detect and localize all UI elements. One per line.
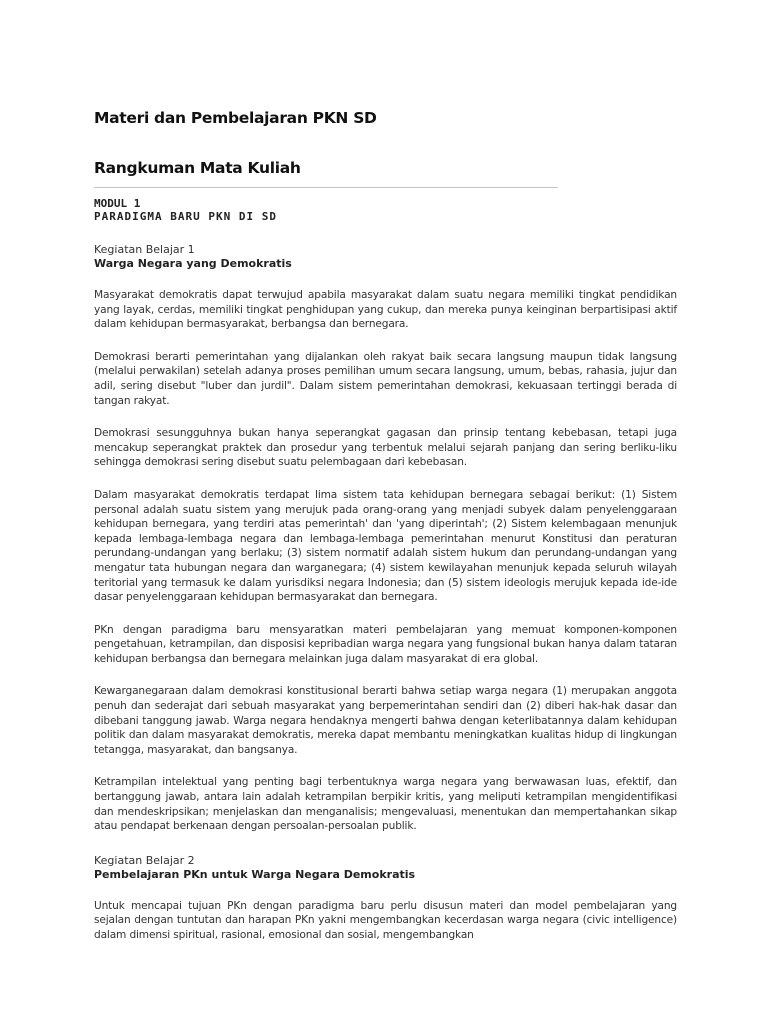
module-number: MODUL 1 <box>94 197 141 210</box>
paragraph: Masyarakat demokratis dapat terwujud apabila masyarakat dalam suatu negara memiliki tingkat pendidikan yang layak, cerdas, memiliki tingkat penghidupan yang cukup, dan mereka punya keinginan berpartisipasi aktif dalam kehidupan bermasyarakat, berbangsa dan bernegara. <box>94 289 677 331</box>
horizontal-divider <box>94 187 558 188</box>
document-title: Materi dan Pembelajaran PKN SD <box>94 109 377 127</box>
paragraph: Demokrasi sesungguhnya bukan hanya seperangkat gagasan dan prinsip tentang kebebasan, tetapi juga mencakup seperangkat praktek dan prosedur yang terbentuk melalui sejarah panjang dan sering berliku-liku sehingga demokrasi sering disebut suatu pelembagaan dari kebebasan. <box>94 427 677 469</box>
paragraph: PKn dengan paradigma baru mensyaratkan materi pembelajaran yang memuat komponen-komponen pengetahuan, ketrampilan, dan disposisi kepribadian warga negara yang fungsional bukan hanya dalam tataran kehidupan berbangsa dan bernegara melainkan juga dalam masyarakat di era global. <box>94 623 677 665</box>
section-heading: Warga Negara yang Demokratis <box>94 257 292 270</box>
paragraph: Dalam masyarakat demokratis terdapat lima sistem tata kehidupan bernegara sebagai berikut: (1) Sistem personal adalah suatu sistem yang merujuk pada orang-orang yang menjadi subyek dalam penyelenggaraan kehidupan bernegara, yang terdiri atas pemerintah' dan 'yang diperintah'; (2) Sistem kelembagaan menunjuk kepada lembaga-lembaga negara dan lembaga-lembaga pemerintahan menurut Konstitusi dan peraturan perundang-undangan yang berlaku; (3) sistem normatif adalah sistem hukum dan perundang-undangan yang mengatur tata hubungan negara dan warganegara; (4) sistem kewilayahan menunjuk kepada seluruh wilayah teritorial yang termasuk ke dalam yurisdiksi negara Indonesia; dan (5) sistem ideologis merujuk kepada ide-ide dasar penyelenggaraan kehidupan bermasyarakat dan bernegara. <box>94 488 677 604</box>
paragraph: Kewarganegaraan dalam demokrasi konstitusional berarti bahwa setiap warga negara (1) merupakan anggota penuh dan sederajat dari sebuah masyarakat yang berpemerintahan sendiri dan (2) diberi hak-hak dasar dan dibebani tanggung jawab. Warga negara hendaknya mengerti bahwa dengan keterlibatannya dalam kehidupan politik dan dalam masyarakat demokratis, mereka dapat membantu meningkatkan kualitas hidup di lingkungan tetangga, masyarakat, dan bangsanya. <box>94 685 677 756</box>
paragraph: Demokrasi berarti pemerintahan yang dijalankan oleh rakyat baik secara langsung maupun tidak langsung (melalui perwakilan) setelah adanya proses pemilihan umum secara langsung, umum, bebas, rahasia, jujur dan adil, sering disebut "luber dan jurdil". Dalam sistem pemerintahan demokrasi, kekuasaan tertinggi berada di tangan rakyat. <box>94 350 677 407</box>
section-heading: Pembelajaran PKn untuk Warga Negara Demokratis <box>94 867 416 881</box>
module-name: PARADIGMA BARU PKN DI SD <box>94 210 277 223</box>
paragraph: Untuk mencapai tujuan PKn dengan paradigma baru perlu disusun materi dan model pembelajaran yang sejalan dengan tuntutan dan harapan PKn yakni mengembangkan kecerdasan warga negara (civic intelligence) dalam dimensi spiritual, rasional, emosional dan sosial, mengembangkan <box>94 899 677 941</box>
document-subtitle: Rangkuman Mata Kuliah <box>94 159 301 177</box>
section-label: Kegiatan Belajar 1 <box>94 243 195 256</box>
section-label: Kegiatan Belajar 2 <box>94 853 195 867</box>
document-body <box>94 108 677 943</box>
paragraph: Ketrampilan intelektual yang penting bagi terbentuknya warga negara yang berwawasan luas, efektif, dan bertanggung jawab, antara lain adalah ketrampilan berpikir kritis, yang meliputi ketrampilan mengidentifikasi dan mendeskripsikan; menjelaskan dan menganalisis; mengevaluasi, menentukan dan mempertahankan sikap atau pendapat berkenaan dengan persoalan-persoalan publik. <box>94 776 677 833</box>
